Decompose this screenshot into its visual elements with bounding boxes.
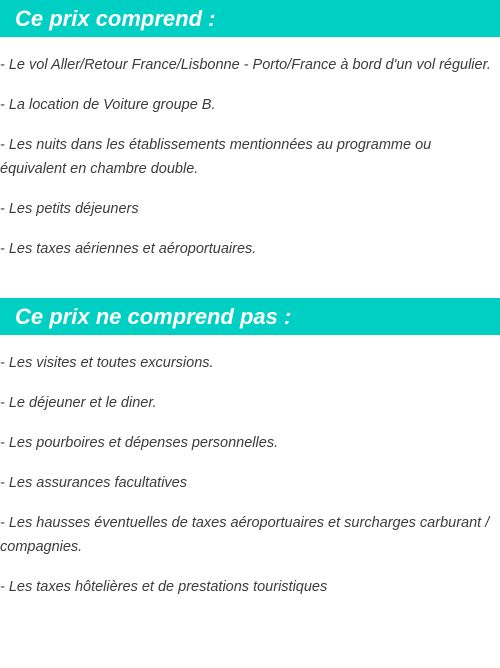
- list-item: - Les hausses éventuelles de taxes aéroportuaires et surcharges carburant / compagnies.: [0, 515, 490, 555]
- includes-section-title: Ce prix comprend :: [0, 0, 500, 37]
- list-item: - Le vol Aller/Retour France/Lisbonne - Porto/France à bord d'un vol régulier.: [0, 57, 491, 73]
- list-item: - Les pourboires et dépenses personnelles.: [0, 435, 279, 451]
- list-item: - Le déjeuner et le diner.: [0, 395, 157, 411]
- list-item: - Les visites et toutes excursions.: [0, 355, 214, 371]
- list-item: - Les taxes aériennes et aéroportuaires.: [0, 241, 257, 257]
- excludes-list: [0, 335, 500, 599]
- list-item: - Les petits déjeuners: [0, 201, 139, 217]
- list-item: - Les assurances facultatives: [0, 475, 187, 491]
- includes-list: [0, 37, 500, 261]
- list-item: - Les taxes hôtelières et de prestations touristiques: [0, 579, 328, 595]
- list-item: - La location de Voiture groupe B.: [0, 97, 216, 113]
- list-item: - Les nuits dans les établissements mentionnées au programme ou équivalent en chambre double.: [0, 137, 432, 177]
- excludes-section-title: Ce prix ne comprend pas :: [0, 298, 500, 335]
